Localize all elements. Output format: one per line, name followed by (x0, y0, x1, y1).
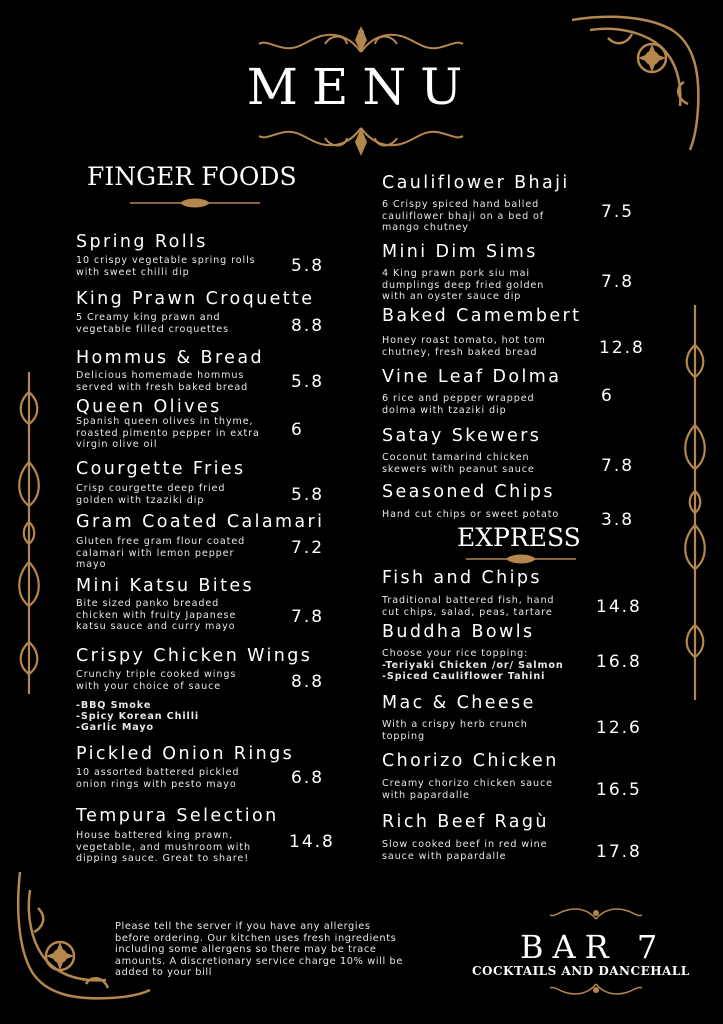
baked-camembert-description: Honey roast tomato, hot tom chutney, fresh baked bread (382, 335, 546, 358)
rich-beef-rag-price: 17.8 (596, 842, 642, 862)
seasoned-chips-price: 3.8 (601, 510, 635, 530)
mac-cheese-name: Mac & Cheese (382, 693, 536, 713)
king-prawn-croquette-price: 8.8 (291, 316, 325, 336)
left-side-ornament-icon (14, 372, 44, 694)
buddha-bowls-option: -Teriyaki Chicken /or/ Salmon (382, 660, 564, 671)
cauliflower-bhaji-description: 6 Crispy spiced hand balled cauliflower bhaji on a bed of mango chutney (382, 199, 545, 233)
hommus-bread-price: 5.8 (291, 372, 325, 392)
tempura-selection-description: House battered king prawn, vegetable, and mushroom with dipping sauce. Great to share! (76, 830, 251, 864)
rich-beef-rag-name: Rich Beef Ragù (382, 812, 549, 832)
express-heading: EXPRESS (457, 523, 581, 552)
allergy-note: Please tell the server if you have any allergies before ordering. Our kitchen uses fresh ingredients including some allergens so there may be trace amounts. A discretionary service charge 10% will be added to your bill (115, 921, 403, 978)
pickled-onion-rings-description: 10 assorted battered pickled onion rings with pesto mayo (76, 767, 240, 790)
mini-dim-sims-name: Mini Dim Sims (382, 242, 538, 262)
fish-and-chips-description: Traditional battered fish, hand cut chips, salad, peas, tartare (382, 595, 555, 618)
spring-rolls-price: 5.8 (291, 256, 325, 276)
mini-dim-sims-description: 4 King prawn pork siu mai dumplings deep fried golden with an oyster sauce dip (382, 268, 545, 302)
crispy-chicken-wings-name: Crispy Chicken Wings (76, 646, 313, 666)
buddha-bowls-price: 16.8 (596, 652, 642, 672)
menu-title: MENU (246, 58, 477, 116)
title-bottom-ornament-icon (255, 120, 467, 160)
vine-leaf-dolma-name: Vine Leaf Dolma (382, 367, 562, 387)
cauliflower-bhaji-name: Cauliflower Bhaji (382, 173, 570, 193)
tempura-selection-price: 14.8 (289, 832, 335, 852)
bar-subtitle: COCKTAILS AND DANCEHALL (472, 964, 690, 978)
mini-katsu-bites-description: Bite sized panko breaded chicken with fruity Japanese katsu sauce and curry mayo (76, 598, 237, 632)
crispy-chicken-wings-price: 8.8 (291, 672, 325, 692)
express-divider-icon (466, 553, 576, 565)
hommus-bread-name: Hommus & Bread (76, 348, 264, 368)
fish-and-chips-name: Fish and Chips (382, 568, 542, 588)
queen-olives-price: 6 (291, 420, 304, 440)
baked-camembert-price: 12.8 (599, 338, 645, 358)
courgette-fries-description: Crisp courgette deep fried golden with tzaziki dip (76, 483, 226, 506)
satay-skewers-price: 7.8 (601, 456, 635, 476)
bar-name: BAR 7 (520, 928, 667, 966)
king-prawn-croquette-description: 5 Creamy king prawn and vegetable filled croquettes (76, 312, 230, 335)
fish-and-chips-price: 14.8 (596, 597, 642, 617)
pickled-onion-rings-name: Pickled Onion Rings (76, 744, 295, 764)
seasoned-chips-description: Hand cut chips or sweet potato (382, 509, 560, 520)
mac-cheese-price: 12.6 (596, 718, 642, 738)
hommus-bread-description: Delicious homemade hommus served with fresh baked bread (76, 370, 249, 393)
courgette-fries-price: 5.8 (291, 485, 325, 505)
chorizo-chicken-price: 16.5 (596, 780, 642, 800)
gram-coated-calamari-description: Gluten free gram flour coated calamari with lemon pepper mayo (76, 536, 246, 570)
pickled-onion-rings-price: 6.8 (291, 768, 325, 788)
tempura-selection-name: Tempura Selection (76, 806, 279, 826)
finger-foods-heading: FINGER FOODS (87, 162, 297, 191)
baked-camembert-name: Baked Camembert (382, 306, 582, 326)
queen-olives-description: Spanish queen olives in thyme, roasted pimento pepper in extra virgin olive oil (76, 416, 260, 450)
mini-katsu-bites-price: 7.8 (291, 607, 325, 627)
satay-skewers-name: Satay Skewers (382, 426, 542, 446)
courgette-fries-name: Courgette Fries (76, 459, 246, 479)
crispy-chicken-wings-option: -Spicy Korean Chilli (76, 711, 200, 722)
bar-top-ornament-icon (548, 905, 644, 923)
title-top-ornament-icon (255, 22, 467, 58)
chorizo-chicken-description: Creamy chorizo chicken sauce with papardalle (382, 778, 553, 801)
finger-foods-divider-icon (130, 197, 260, 209)
satay-skewers-description: Coconut tamarind chicken skewers with peanut sauce (382, 452, 535, 475)
seasoned-chips-name: Seasoned Chips (382, 482, 555, 502)
crispy-chicken-wings-option: -Garlic Mayo (76, 722, 155, 733)
mini-katsu-bites-name: Mini Katsu Bites (76, 576, 255, 596)
cauliflower-bhaji-price: 7.5 (601, 202, 635, 222)
spring-rolls-name: Spring Rolls (76, 232, 208, 252)
top-right-corner-ornament-icon (568, 12, 708, 154)
crispy-chicken-wings-description: Crunchy triple cooked wings with your choice of sauce (76, 669, 237, 692)
buddha-bowls-option: -Spiced Cauliflower Tahini (382, 671, 546, 682)
mini-dim-sims-price: 7.8 (601, 272, 635, 292)
chorizo-chicken-name: Chorizo Chicken (382, 751, 559, 771)
crispy-chicken-wings-option: -BBQ Smoke (76, 700, 152, 711)
queen-olives-name: Queen Olives (76, 397, 222, 417)
right-side-ornament-icon (680, 305, 710, 700)
gram-coated-calamari-price: 7.2 (291, 538, 325, 558)
bar-bottom-ornament-icon (548, 980, 644, 998)
vine-leaf-dolma-price: 6 (601, 386, 614, 406)
buddha-bowls-name: Buddha Bowls (382, 622, 535, 642)
vine-leaf-dolma-description: 6 rice and pepper wrapped dolma with tzaziki dip (382, 393, 535, 416)
gram-coated-calamari-name: Gram Coated Calamari (76, 512, 325, 532)
buddha-bowls-description: Choose your rice topping: (382, 648, 529, 659)
rich-beef-rag-description: Slow cooked beef in red wine sauce with papardalle (382, 839, 548, 862)
spring-rolls-description: 10 crispy vegetable spring rolls with sweet chilli dip (76, 255, 256, 278)
king-prawn-croquette-name: King Prawn Croquette (76, 289, 315, 309)
mac-cheese-description: With a crispy herb crunch topping (382, 719, 528, 742)
